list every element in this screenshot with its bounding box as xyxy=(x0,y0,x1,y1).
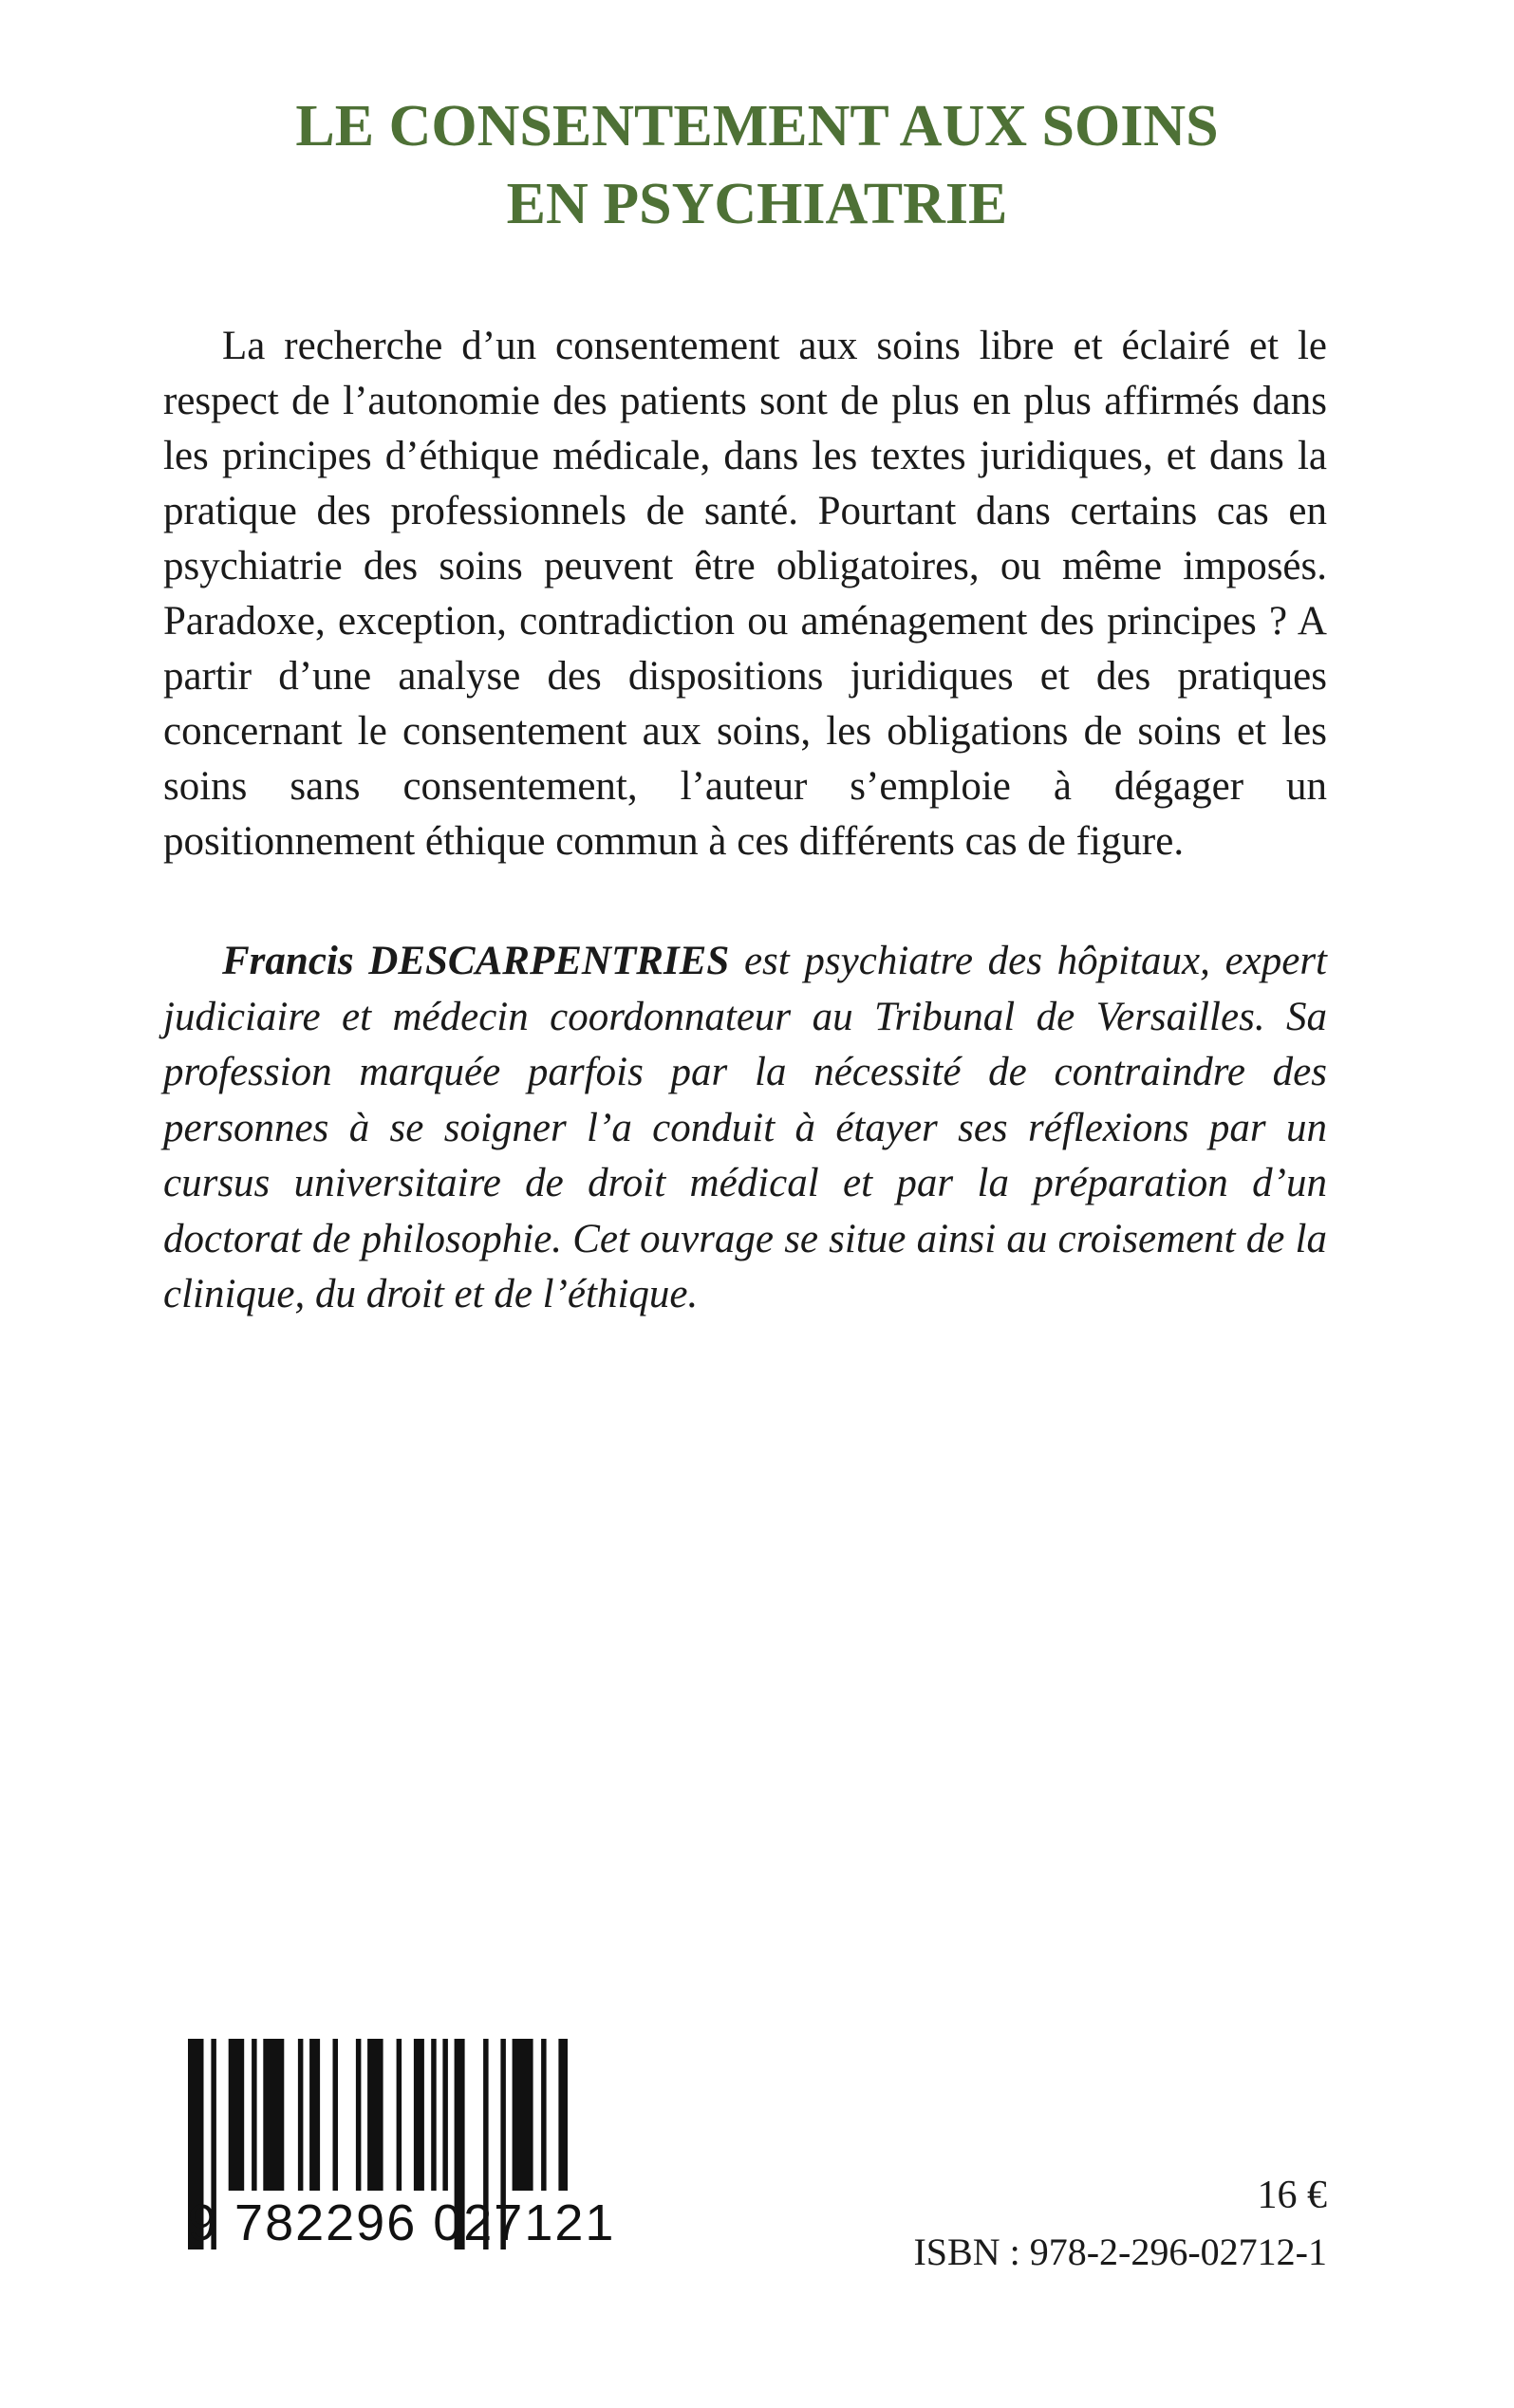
barcode-bar xyxy=(356,2039,362,2191)
barcode-bar xyxy=(263,2039,284,2191)
barcode-bar xyxy=(229,2039,245,2191)
barcode-bar xyxy=(309,2039,320,2191)
author-bio-text: est psychiatre des hôpitaux, expert judiciaire et médecin coordonnateur au Tribunal de Versailles. Sa profession marquée parfois par la nécessité de contraindre des personnes à se soigner l’a conduit à étayer ses réflexions par un cursus universitaire de droit médical et par la préparation d’un doctorat de philosophie. Cet ouvrage se situe ainsi au croisement de la clinique, du droit et de l’éthique. xyxy=(163,939,1328,1316)
barcode-bar xyxy=(558,2039,568,2191)
book-title-line-1: LE CONSENTEMENT AUX SOINS xyxy=(295,94,1219,159)
barcode-bar xyxy=(367,2039,383,2191)
barcode-bar xyxy=(414,2039,424,2191)
book-title-line-2: EN PSYCHIATRIE xyxy=(506,172,1008,236)
barcode-bar xyxy=(513,2039,533,2191)
isbn: ISBN : 978-2-296-02712-1 xyxy=(913,2231,1327,2273)
price: 16 € xyxy=(1257,2174,1327,2217)
barcode-bar xyxy=(431,2039,437,2191)
barcode-bar xyxy=(298,2039,304,2191)
summary-paragraph: La recherche d’un consentement aux soins libre et éclairé et le respect de l’autonomie des patients sont de plus en plus affirmés dans les principes d’éthique médicale, dans les textes juridiques, et dans la pratique des professionnels de santé. Pourtant dans certains cas en psychiatrie des soins peuvent être obligatoires, ou même imposés. Paradoxe, exception, contradiction ou aménagement des principes ? A partir d’une analyse des dispositions juridiques et des pratiques concernant le consentement aux soins, les obligations de soins et les soins sans consentement, l’auteur s’emploie à dégager un positionnement éthique commun à ces différents cas de figure. xyxy=(163,324,1327,864)
barcode-bar xyxy=(541,2039,547,2191)
author-name: Francis DESCARPENTRIES xyxy=(222,939,730,983)
barcode-bar xyxy=(397,2039,402,2191)
barcode-digits: 9 782296 027121 xyxy=(188,2194,616,2251)
book-title xyxy=(0,87,1514,243)
barcode-bar xyxy=(252,2039,257,2191)
barcode-bar xyxy=(442,2039,448,2191)
barcode-bar xyxy=(333,2039,339,2191)
author-biography xyxy=(163,934,1327,1323)
